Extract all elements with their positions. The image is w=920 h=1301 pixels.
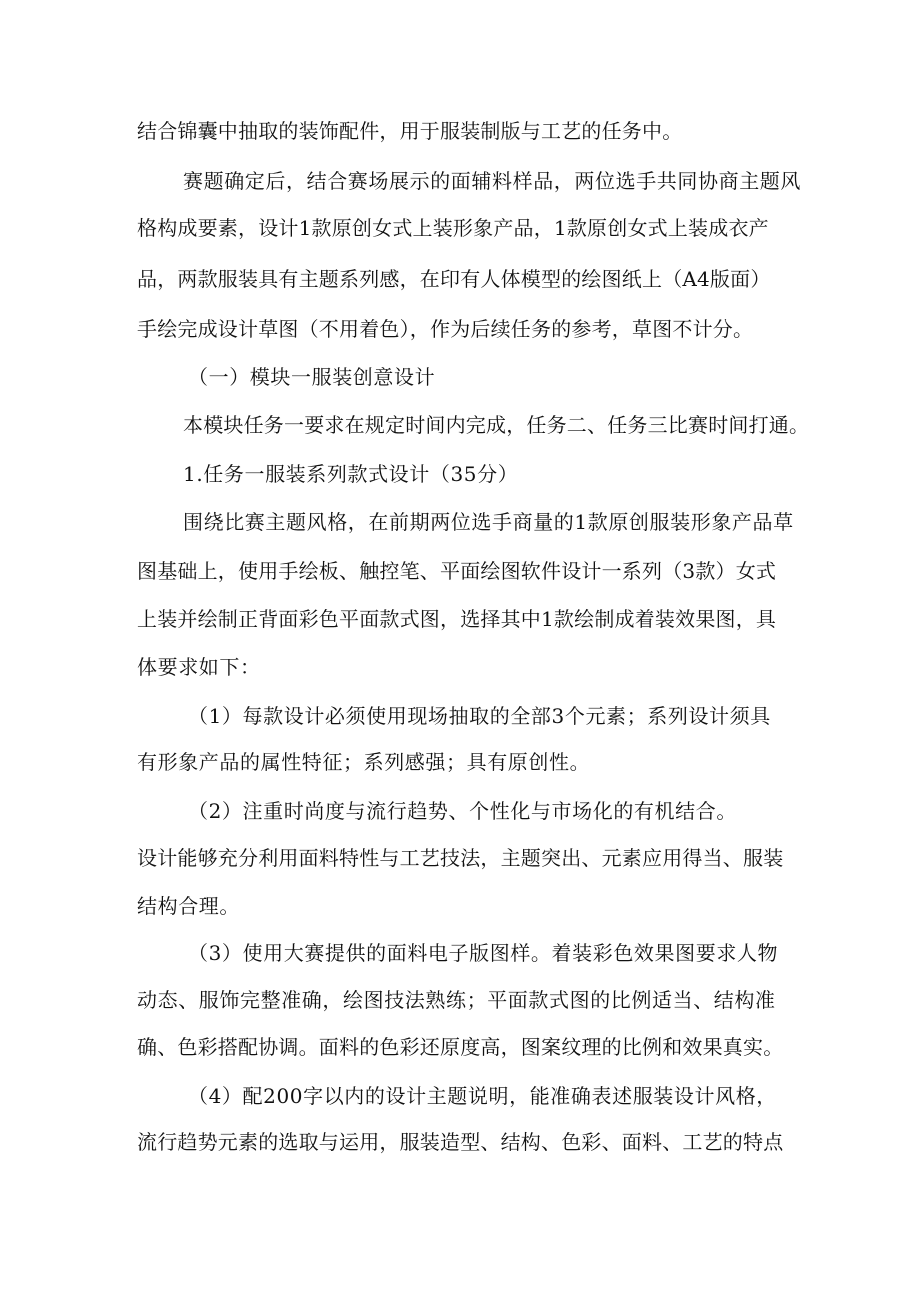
- list-item: （4）配200字以内的设计主题说明，能准确表述服装设计风格，: [188, 1084, 777, 1108]
- paragraph-line: 围绕比赛主题风格，在前期两位选手商量的1款原创服装形象产品草: [183, 510, 794, 534]
- paragraph-line: 设计能够充分利用面料特性与工艺技法，主题突出、元素应用得当、服装: [137, 846, 784, 870]
- paragraph-line: 格构成要素，设计1款原创女式上装形象产品，1款原创女式上装成衣产: [137, 216, 769, 240]
- list-item: （1）每款设计必须使用现场抽取的全部3个元素；系列设计须具: [188, 704, 771, 728]
- section-heading: （一）模块一服装创意设计: [188, 365, 436, 389]
- paragraph-line: 手绘完成设计草图（不用着色），作为后续任务的参考，草图不计分。: [137, 317, 754, 341]
- paragraph-line: 流行趋势元素的选取与运用，服装造型、结构、色彩、面料、工艺的特点: [137, 1130, 784, 1154]
- paragraph-line: 品，两款服装具有主题系列感，在印有人体模型的绘图纸上（A4版面）: [137, 267, 771, 291]
- list-item: （3）使用大赛提供的面料电子版图样。着装彩色效果图要求人物: [188, 941, 779, 965]
- paragraph-line: 本模块任务一要求在规定时间内完成，任务二、任务三比赛时间打通。: [183, 413, 810, 437]
- paragraph-line: 确、色彩搭配协调。面料的色彩还原度高，图案纹理的比例和效果真实。: [137, 1035, 784, 1059]
- paragraph-line: 赛题确定后，结合赛场展示的面辅料样品，两位选手共同协商主题风: [183, 169, 801, 193]
- list-item: （2）注重时尚度与流行趋势、个性化与市场化的有机结合。: [188, 799, 737, 823]
- paragraph-line: 上装并绘制正背面彩色平面款式图，选择其中1款绘制成着装效果图，具: [137, 607, 777, 631]
- subsection-heading: 1.任务一服装系列款式设计（35分）: [183, 462, 519, 486]
- paragraph-line: 图基础上，使用手绘板、触控笔、平面绘图软件设计一系列（3款）女式: [137, 559, 777, 583]
- paragraph-line: 有形象产品的属性特征；系列感强；具有原创性。: [137, 750, 591, 774]
- paragraph-line: 结合锦囊中抽取的装饰配件，用于服装制版与工艺的任务中。: [137, 119, 683, 143]
- paragraph-line: 结构合理。: [137, 894, 240, 918]
- paragraph-line: 动态、服饰完整准确，绘图技法熟练；平面款式图的比例适当、结构准: [137, 988, 776, 1012]
- paragraph-line: 体要求如下：: [137, 655, 261, 679]
